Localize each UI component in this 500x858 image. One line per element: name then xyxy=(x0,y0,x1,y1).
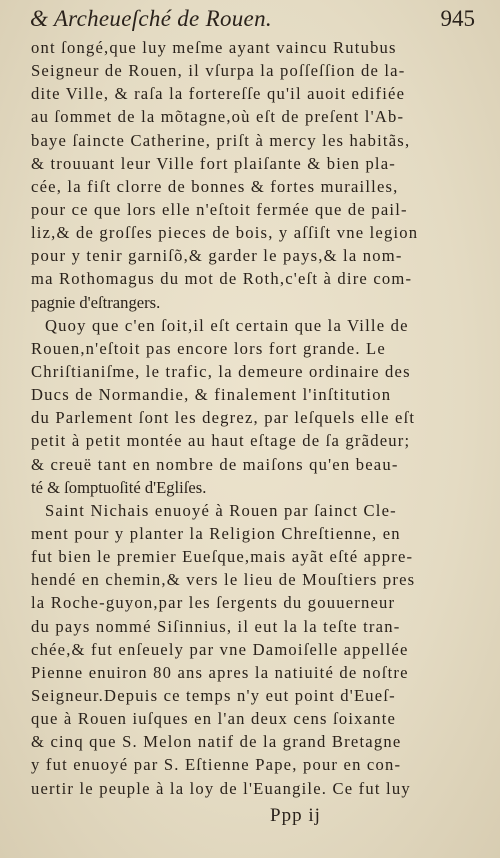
text-line: au ſommet de la mõtagne,où eſt de preſent l'Ab- xyxy=(31,107,405,127)
text-line: Rouen,n'eſtoit pas encore lors fort grande. Le xyxy=(31,338,386,358)
page-number: 945 xyxy=(440,6,475,31)
text-line: y fut enuoyé par S. Eſtienne Pape, pour en con- xyxy=(31,755,402,775)
text-line: pour y tenir garniſõ,& garder le pays,& la nom- xyxy=(31,246,403,266)
text-line: Chriſtianiſme, le trafic, la demeure ordinaire des xyxy=(31,361,411,381)
text-line: ont ſongé,que luy meſme ayant vaincu Rutubus xyxy=(31,38,397,57)
text-line: chée,& fut enſeuely par vne Damoiſelle appellée xyxy=(31,639,409,659)
text-line: cée, la fiſt clorre de bonnes & fortes murailles, xyxy=(31,176,399,196)
text-line: hendé en chemin,& vers le lieu de Mouſtiers pres xyxy=(31,570,416,590)
text-line: té & ſomptuoſité d'Egliſes. xyxy=(31,477,207,497)
text-line: ma Rothomagus du mot de Roth,c'eſt à dire com- xyxy=(31,269,413,289)
paragraph-start-line: Quoy que c'en ſoit,il eſt certain que la Ville de xyxy=(45,315,409,335)
text-line: & trouuant leur Ville fort plaiſante & bien pla- xyxy=(31,153,397,173)
text-line: baye ſaincte Catherine, priſt à mercy les habitãs, xyxy=(31,130,411,150)
text-line: pagnie d'eſtrangers. xyxy=(31,292,161,312)
body-text xyxy=(31,36,471,800)
text-line: & cinq que S. Melon natif de la grand Bretagne xyxy=(31,732,402,752)
text-line: liz,& de groſſes pieces de bois, y aſſiſt vne legion xyxy=(31,223,419,243)
signature-mark xyxy=(0,805,500,835)
text-line: Pienne enuiron 80 ans apres la natiuité de noſtre xyxy=(31,662,409,682)
text-line: ment pour y planter la Religion Chreſtienne, en xyxy=(31,523,401,543)
paragraph-start-line: Saint Nichais enuoyé à Rouen par ſainct Cle- xyxy=(45,500,397,520)
text-line: fut bien le premier Eueſque,mais ayãt eſté appre- xyxy=(31,547,414,567)
text-line: la Roche-guyon,par les ſergents du gouuerneur xyxy=(31,593,396,613)
text-line: uertir le peuple à la loy de l'Euangile. Ce fut luy xyxy=(31,778,411,798)
page-header xyxy=(30,4,475,34)
text-line: du Parlement ſont les degrez, par leſquels elle eſt xyxy=(31,408,416,428)
signature-text: Ppp ij xyxy=(270,805,321,826)
text-line: Ducs de Normandie, & finalement l'inſtitution xyxy=(31,385,392,405)
text-line: petit à petit montée au haut eſtage de ſa grãdeur; xyxy=(31,431,411,451)
text-line: du pays nommé Siſinnius, il eut la la teſte tran- xyxy=(31,616,401,636)
running-title: & Archeueſché de Rouen. xyxy=(30,6,272,31)
text-line: Seigneur de Rouen, il vſurpa la poſſeſſion de la- xyxy=(31,61,406,81)
text-line: pour ce que lors elle n'eſtoit fermée que de pail- xyxy=(31,199,408,219)
text-line: Seigneur.Depuis ce temps n'y eut point d'Eueſ- xyxy=(31,685,396,705)
text-line: & creuë tant en nombre de maiſons qu'en beau- xyxy=(31,454,399,474)
text-line: dite Ville, & raſa la forterеſſe qu'il auoit edifiée xyxy=(31,84,406,104)
text-line: que à Rouen iuſques en l'an deux cens ſoixante xyxy=(31,709,397,729)
